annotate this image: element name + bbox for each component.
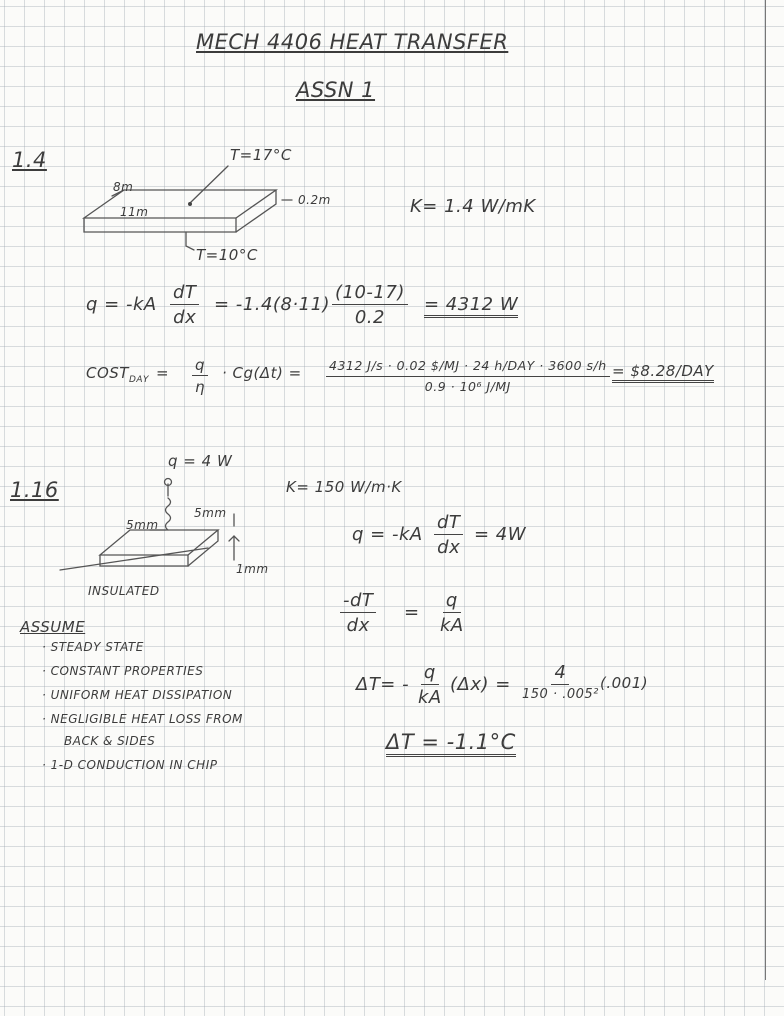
thickness-label: 0.2m <box>298 193 331 207</box>
frac-num: (10-17) <box>332 282 408 305</box>
cost-mid: · Cg(Δt) = <box>222 364 302 382</box>
frac-num: dT <box>434 512 463 535</box>
insulated-label: INSULATED <box>88 584 160 598</box>
assume-item: · 1-D CONDUCTION IN CHIP <box>42 758 218 772</box>
fraction-q-kA <box>440 590 464 636</box>
fourier-law-rhs: = 4W <box>474 524 527 545</box>
frac-num: -dT <box>340 590 376 613</box>
cost-eq-sign: = <box>156 364 170 382</box>
assume-title: ASSUME <box>20 618 86 636</box>
bottom-temp-label: T=10°C <box>196 246 258 264</box>
assume-item: · STEADY STATE <box>42 640 144 654</box>
frac-den: dx <box>346 615 370 636</box>
frac-num: 4 <box>551 662 569 685</box>
frac-den: η <box>195 378 206 396</box>
frac-den: kA <box>440 615 464 636</box>
delta-t-lhs: ΔT= - <box>356 674 410 695</box>
heat-rate-result: = 4312 W <box>424 294 518 318</box>
cost-result: = $8.28/DAY <box>612 362 714 383</box>
fourier-law-lhs-2: q = -kA <box>352 524 423 545</box>
assume-item: BACK & SIDES <box>64 734 156 748</box>
fraction-neg-dT-dx <box>340 590 376 636</box>
heat-dissipation-label: q = 4 W <box>168 452 233 470</box>
fraction-numeric <box>522 662 599 702</box>
course-title: MECH 4406 HEAT TRANSFER <box>196 30 509 54</box>
top-temp-label: T=17°C <box>230 146 292 164</box>
frac-den: 0.9 · 10⁶ J/MJ <box>424 379 511 394</box>
chip-dim-2: 5mm <box>194 506 227 520</box>
delta-t-result: ΔT = -1.1°C <box>386 730 516 757</box>
cost-label-sub: DAY <box>128 375 150 385</box>
problem-number-1-16: 1.16 <box>10 478 59 502</box>
conductivity-1-4: K= 1.4 W/mK <box>410 196 536 217</box>
frac-num: q <box>421 662 439 685</box>
eq1-mid: = -1.4(8·11) <box>214 294 331 315</box>
frac-den: dx <box>173 307 197 328</box>
delta-t-mid: (Δx) = <box>450 674 511 695</box>
delta-x-value: (.001) <box>600 674 649 692</box>
frac-num: q <box>192 356 208 376</box>
fraction-q-kA-2 <box>418 662 442 708</box>
assume-item: · NEGLIGIBLE HEAT LOSS FROM <box>42 712 243 726</box>
width-label: 11m <box>120 205 149 219</box>
assignment-title: ASSN 1 <box>296 78 376 102</box>
frac-num: 4312 J/s · 0.02 $/MJ · 24 h/DAY · 3600 s/h <box>326 358 610 377</box>
frac-num: q <box>443 590 461 613</box>
frac-den: 0.2 <box>354 307 385 328</box>
eq2-sign: = <box>404 602 420 623</box>
conductivity-1-16: K= 150 W/m·K <box>286 478 402 496</box>
assume-item: · UNIFORM HEAT DISSIPATION <box>42 688 233 702</box>
frac-den: dx <box>437 537 461 558</box>
cost-label-text: COST <box>86 364 129 382</box>
fraction-dT-dx-2 <box>434 512 463 558</box>
fourier-law-lhs: q = -kA <box>86 294 157 315</box>
frac-num: dT <box>170 282 199 305</box>
frac-den: kA <box>418 687 442 708</box>
frac-den: 150 · .005² <box>522 687 599 702</box>
problem-number-1-4: 1.4 <box>12 148 47 172</box>
chip-dim-1: 5mm <box>126 518 159 532</box>
length-label: 8m <box>113 180 134 194</box>
assume-item: · CONSTANT PROPERTIES <box>42 664 204 678</box>
chip-thickness: 1mm <box>236 562 269 576</box>
